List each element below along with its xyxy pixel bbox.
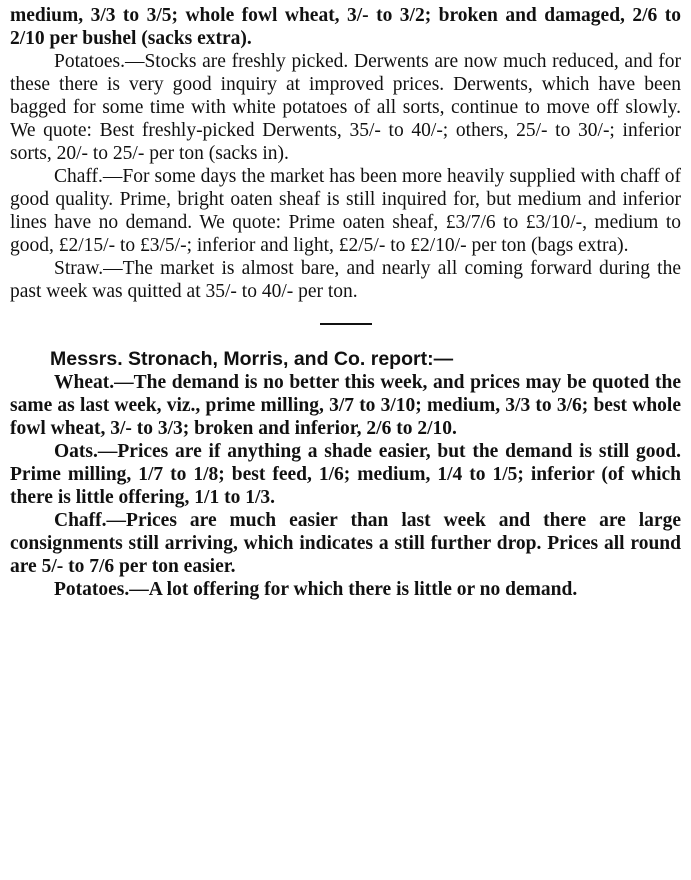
chaff-report: Chaff.—For some days the market has been more heavily supplied with chaff of good quality. Prime, bright oaten sheaf is still inquired for, but medium and inferior lines have no demand. We quote: Prime oaten sheaf, £3/7/6 to £3/10/-, medium to good, £2/15/- to £3/5/-; inferior and light, £2/5/- to £2/10/- per ton (bags extra).: [10, 166, 681, 256]
section-divider: [320, 323, 372, 325]
wheat-prices-continued: medium, 3/3 to 3/5; whole fowl wheat, 3/- to 3/2; broken and damaged, 2/6 to 2/10 per bushel (sacks extra).: [10, 5, 681, 49]
chaff-report-2: Chaff.—Prices are much easier than last week and there are large consignments still arriving, which indicates a still further drop. Prices all round are 5/- to 7/6 per ton easier.: [10, 510, 681, 577]
straw-report: Straw.—The market is almost bare, and nearly all coming forward during the past week was quitted at 35/- to 40/- per ton.: [10, 258, 681, 302]
report-heading: Messrs. Stronach, Morris, and Co. report:—: [50, 348, 454, 370]
potatoes-report-2: Potatoes.—A lot offering for which there is little or no demand.: [54, 579, 578, 600]
potatoes-report: Potatoes.—Stocks are freshly picked. Derwents are now much reduced, and for these there is very good inquiry at improved prices. Derwents, which have been bagged for some time with white potatoes of all sorts, continue to move off slowly. We quote: Best freshly-picked Derwents, 35/- to 40/-; others, 25/- to 30/-; inferior sorts, 20/- to 25/- per ton (sacks in).: [10, 51, 681, 164]
wheat-report: Wheat.—The demand is no better this week, and prices may be quoted the same as last week, viz., prime milling, 3/7 to 3/10; medium, 3/3 to 3/6; best whole fowl wheat, 3/- to 3/3; broken and inferior, 2/6 to 2/10.: [10, 372, 681, 439]
oats-report: Oats.—Prices are if anything a shade easier, but the demand is still good. Prime milling, 1/7 to 1/8; best feed, 1/6; medium, 1/4 to 1/5; inferior (of which there is little offering, 1/1 to 1/3.: [10, 441, 681, 508]
